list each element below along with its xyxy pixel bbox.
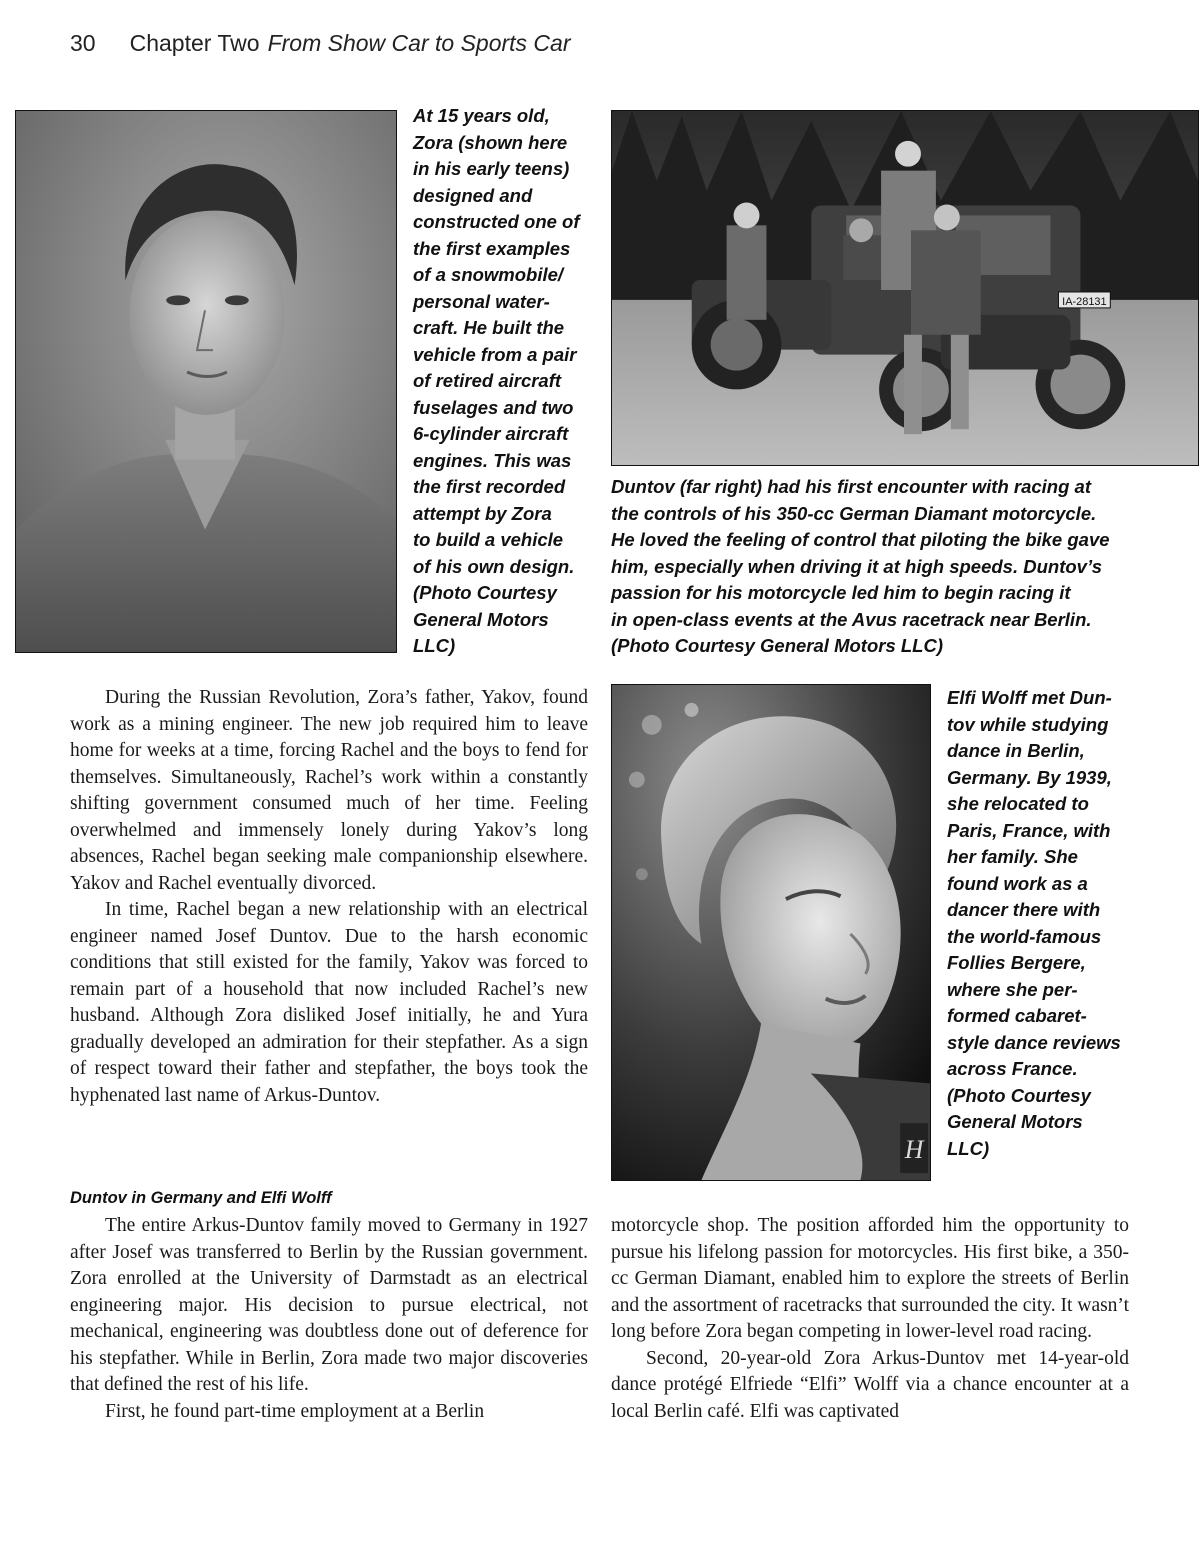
caption-line: (Photo Courtesy General Motors LLC) — [611, 635, 943, 656]
body-text-right-lower — [611, 1213, 1129, 1425]
caption-line: Elfi Wolff met Dun- — [947, 687, 1112, 708]
caption-line: in open-class events at the Avus racetrack near Berlin. — [611, 608, 1092, 630]
caption-line: style dance reviews — [947, 1031, 1121, 1053]
caption-line: engines. This was — [413, 449, 572, 471]
chapter-label: Chapter Two — [129, 30, 260, 56]
caption-line: passion for his motorcycle led him to begin racing it — [611, 582, 1071, 603]
caption-line: to build a vehicle — [413, 529, 564, 550]
caption-line: (Photo Courtesy — [413, 582, 557, 603]
caption-line: Zora (shown here — [413, 131, 568, 153]
body-text-left-upper — [70, 685, 588, 1109]
caption-line: LLC) — [947, 1137, 990, 1159]
caption-line: craft. He built the — [413, 317, 565, 338]
caption-line: constructed one of — [413, 211, 580, 232]
caption-line: tov while studying — [947, 713, 1109, 735]
license-plate-text: IA-28131 — [1062, 295, 1107, 308]
caption-line: Duntov (far right) had his first encounter with racing at — [611, 476, 1091, 497]
caption-line: fuselages and two — [413, 396, 574, 418]
motorcycle-caption — [611, 474, 1199, 660]
body-paragraph: First, he found part-time employment at a Berlin — [105, 1400, 485, 1422]
caption-line: the first examples — [413, 237, 571, 259]
caption-line: of a snowmobile/ — [413, 264, 564, 285]
body-paragraph: Second, 20-year-old Zora Arkus-Duntov met 14-year-old dance protégé Elfriede “Elfi” Wolff via a chance encounter at a local Berlin café. Elfi was captivated — [611, 1347, 1129, 1422]
caption-line: formed cabaret- — [947, 1005, 1087, 1026]
body-paragraph: motorcycle shop. The position afforded him the opportunity to pursue his lifelong passion for motorcycles. His first bike, a 350-cc German Diamant, enabled him to explore the streets of Berlin and the assortment of racetracks that surrounded the city. It wasn’t long before Zora began competing in lower-level road racing. — [611, 1215, 1129, 1342]
caption-line: attempt by Zora — [413, 502, 552, 524]
elfi-portrait-photo — [611, 684, 931, 1181]
motorcycle-group-photo — [611, 110, 1199, 466]
caption-line: General Motors — [947, 1111, 1083, 1132]
caption-line: General Motors — [413, 608, 549, 630]
body-paragraph: In time, Rachel began a new relationship with an electrical engineer named Josef Duntov. Due to the harsh economic conditions that still existed for the family, Yakov was forced to remain part of a household that now included Rachel’s new husband. Although Zora disliked Josef initially, he and Yura gradually developed an admiration for their stepfather. As a sign of respect toward their father and stepfather, the boys took the hyphenated last name of Arkus-Duntov. — [70, 899, 588, 1106]
caption-line: 6-cylinder aircraft — [413, 423, 569, 444]
body-paragraph: During the Russian Revolution, Zora’s father, Yakov, found work as a mining engineer. The new job required him to leave home for weeks at a time, forcing Rachel and the boys to fend for themselves. Simultaneously, Rachel’s work within a constantly shifting government consumed much of her time. Feeling overwhelmed and immensely lonely during Yakov’s long absences, Rachel began seeking male companionship elsewhere. Yakov and Rachel eventually divorced. — [70, 687, 588, 894]
caption-line: designed and — [413, 184, 533, 206]
caption-line: found work as a — [947, 872, 1088, 894]
caption-line: the controls of his 350-cc German Diamant motorcycle. — [611, 502, 1097, 524]
caption-line: (Photo Courtesy — [947, 1084, 1091, 1106]
caption-line: dancer there with — [947, 899, 1101, 920]
caption-line: He loved the feeling of control that piloting the bike gave — [611, 529, 1110, 550]
caption-line: dance in Berlin, — [947, 740, 1085, 761]
caption-line: the first recorded — [413, 476, 566, 497]
zora-portrait-photo — [15, 110, 397, 653]
caption-line: him, especially when driving it at high speeds. Duntov’s — [611, 555, 1103, 577]
caption-line: Germany. By 1939, — [947, 766, 1112, 788]
photo-monogram-mark: H — [904, 1135, 924, 1165]
caption-line: of his own design. — [413, 555, 575, 577]
section-heading: Duntov in Germany and Elfi Wolff — [70, 1189, 332, 1207]
caption-line: Follies Bergere, — [947, 952, 1086, 973]
caption-line: in his early teens) — [413, 158, 570, 179]
body-text-left-lower — [70, 1213, 588, 1425]
caption-line: Paris, France, with — [947, 819, 1111, 841]
caption-line: vehicle from a pair — [413, 343, 577, 365]
caption-line: personal water- — [413, 290, 550, 312]
caption-line: At 15 years old, — [413, 105, 550, 126]
chapter-title: From Show Car to Sports Car — [267, 30, 571, 56]
caption-line: her family. She — [947, 846, 1078, 867]
caption-line: LLC) — [413, 635, 456, 656]
caption-line: she relocated to — [947, 793, 1089, 814]
elfi-portrait-caption — [947, 685, 1147, 1162]
zora-portrait-caption — [413, 103, 598, 660]
caption-line: the world-famous — [947, 925, 1102, 947]
body-paragraph: The entire Arkus-Duntov family moved to Germany in 1927 after Josef was transferred to Berlin by the Russian government. Zora enrolled at the University of Darmstadt as an electrical engineering major. His decision to pursue electrical, not mechanical, engineering was doubtless done out of deference for his stepfather. While in Berlin, Zora made two major discoveries that defined the rest of his life. — [70, 1215, 588, 1395]
caption-line: of retired aircraft — [413, 370, 562, 391]
caption-line: where she per- — [947, 978, 1078, 1000]
caption-line: across France. — [947, 1058, 1078, 1079]
running-header — [70, 30, 571, 64]
page-number: 30 — [70, 30, 96, 56]
